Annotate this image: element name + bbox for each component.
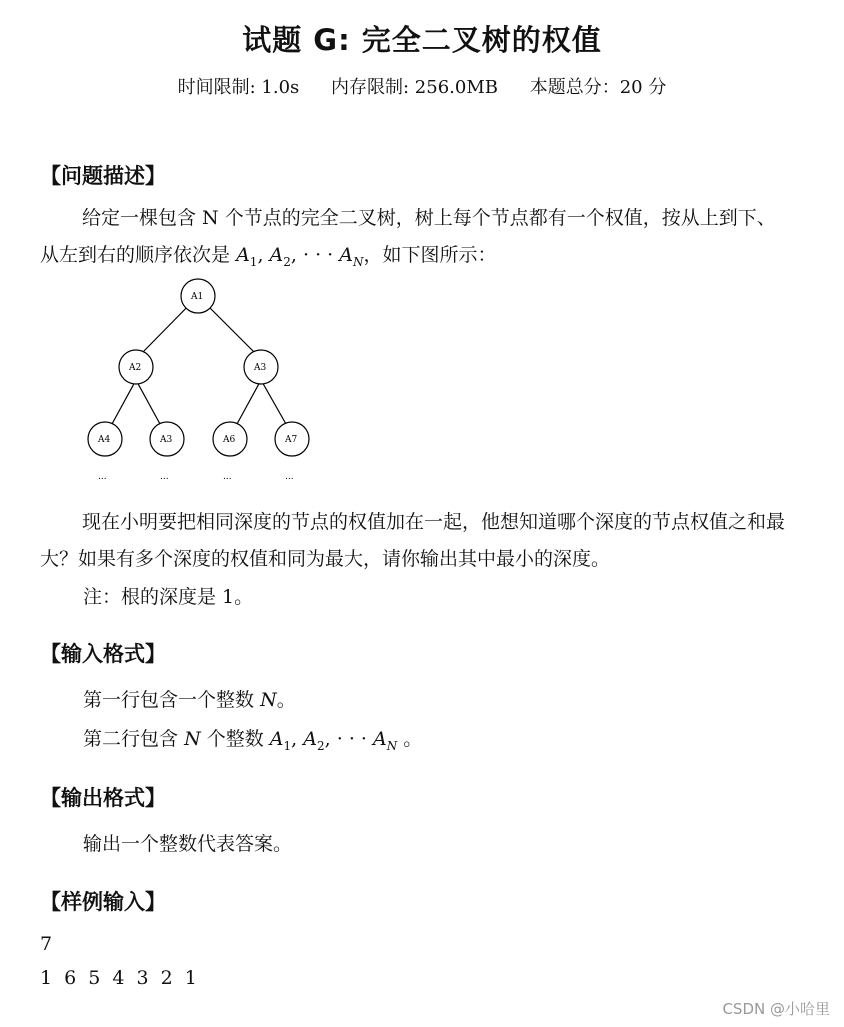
memory-limit: 内存限制: 256.0MB	[331, 77, 498, 98]
problem-paragraph-2: 现在小明要把相同深度的节点的权值加在一起，他想知道哪个深度的节点权值之和最大？如果有多个深度的权值和同为最大，请你输出其中最小的深度。	[40, 511, 786, 570]
input-heading: 【输入格式】	[40, 642, 166, 666]
tree-ellipsis: ...	[285, 472, 294, 482]
output-heading: 【输出格式】	[40, 786, 166, 810]
svg-text:A7: A7	[285, 435, 298, 445]
time-limit: 时间限制: 1.0s	[177, 77, 300, 98]
svg-text:A6: A6	[223, 435, 236, 445]
input-line-2: 第二行包含 N 个整数 $A_1$, $A_2$, · · · $A_N$ 。	[83, 728, 423, 753]
svg-text:A3: A3	[160, 435, 173, 445]
tree-node-a4	[88, 422, 122, 456]
binary-tree-diagram	[80, 270, 320, 485]
watermark: CSDN @小哈里	[722, 1000, 830, 1018]
output-line-1: 输出一个整数代表答案。	[83, 833, 293, 855]
tree-node-a3-leaf	[150, 422, 184, 456]
tree-node-a6	[213, 422, 247, 456]
problem-meta	[0, 73, 844, 99]
problem-title: 试题 G: 完全二叉树的权值	[242, 23, 602, 57]
svg-text:A4: A4	[98, 435, 111, 445]
sample-input-line-2: 1 6 5 4 3 2 1	[40, 967, 200, 989]
svg-text:A3: A3	[254, 363, 267, 373]
tree-ellipsis: ...	[223, 472, 232, 482]
tree-node-a1	[181, 279, 215, 313]
input-line-1: 第一行包含一个整数 N。	[83, 689, 296, 711]
problem-note: 注：根的深度是 1。	[83, 586, 254, 608]
svg-text:A2: A2	[129, 363, 142, 373]
tree-ellipsis: ...	[160, 472, 169, 482]
total-score: 本题总分：20 分	[529, 77, 667, 98]
tree-ellipsis: ...	[98, 472, 107, 482]
tree-node-a3	[244, 350, 278, 384]
sample-input-heading: 【样例输入】	[40, 890, 166, 914]
tree-node-a2	[119, 350, 153, 384]
svg-text:A1: A1	[191, 292, 204, 302]
problem-paragraph-1: 给定一棵包含 N 个节点的完全二叉树，树上每个节点都有一个权值，按从上到下、从左到右的顺序依次是 $A_1$, $A_2$, · · · $A_N$，如下图所示：	[40, 207, 776, 269]
tree-node-a7	[275, 422, 309, 456]
sample-input-line-1: 7	[40, 933, 56, 955]
problem-heading: 【问题描述】	[40, 164, 166, 188]
